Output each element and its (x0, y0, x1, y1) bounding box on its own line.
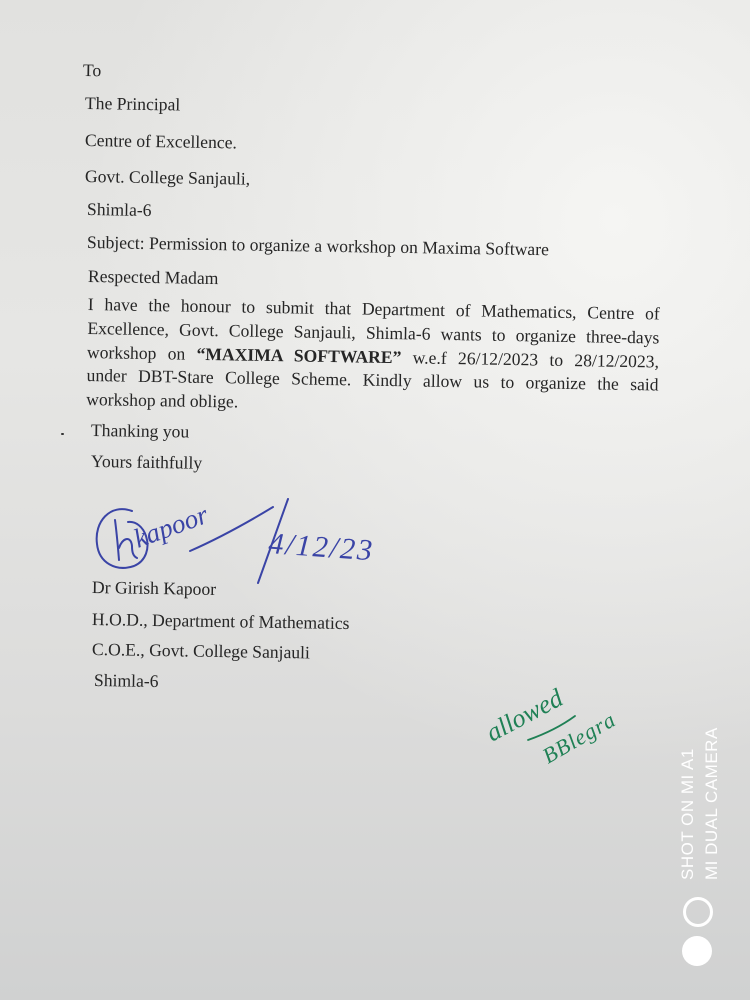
approval-word: allowed (481, 683, 568, 748)
body-line-1: I have the honour to submit that Department of Mathematics, Centre of (87, 293, 660, 324)
body-line-4: under DBT-Stare College Scheme. Kindly allow us to organize the said (86, 365, 659, 395)
subject-line: Subject: Permission to organize a workshop on Maxima Software (86, 232, 550, 260)
signature-date: 4/12/23 (267, 527, 376, 568)
signature-initial (115, 520, 137, 560)
date-slash (258, 499, 288, 583)
sender-college: C.O.E., Govt. College Sanjauli (91, 639, 311, 663)
signature-flourish (190, 507, 273, 551)
recipient-college: Govt. College Sanjauli, (84, 166, 251, 189)
body-line-5: workshop and oblige. (86, 389, 239, 412)
sender-name: Dr Girish Kapoor (91, 577, 217, 599)
body-line-3-end: w.e.f 26/12/2023 to 28/12/2023, (401, 346, 660, 372)
approval-note (481, 683, 620, 769)
closing-thanks: Thanking you (90, 420, 190, 442)
closing-yours: Yours faithfully (90, 451, 203, 473)
sender-designation: H.O.D., Department of Mathematics (91, 609, 350, 634)
address-to: To (82, 60, 102, 81)
body-line-3-start: workshop on (86, 341, 197, 364)
letter-body (86, 293, 660, 421)
body-line-2: Excellence, Govt. College Sanjauli, Shimla-6 wants to organize three-days (87, 317, 660, 348)
watermark-line-2: MI DUAL CAMERA (702, 727, 721, 880)
recipient-city: Shimla-6 (86, 199, 152, 221)
salutation: Respected Madam (87, 266, 219, 289)
approval-initials: BBlegra (538, 706, 621, 769)
camera-dot-icon (682, 936, 712, 966)
recipient-institution: Centre of Excellence. (84, 130, 238, 153)
stray-ink-dot (61, 433, 64, 435)
recipient-title: The Principal (84, 93, 181, 115)
signature (97, 499, 376, 583)
watermark-line-1: SHOT ON MI A1 (678, 748, 697, 880)
signature-name: kapoor (129, 499, 212, 554)
signature-loop (97, 509, 148, 568)
workshop-title: “MAXIMA SOFTWARE” (196, 343, 402, 367)
camera-ring-icon (683, 897, 713, 927)
approval-underline (528, 716, 575, 740)
camera-watermark (676, 727, 724, 880)
sender-city: Shimla-6 (93, 670, 159, 692)
